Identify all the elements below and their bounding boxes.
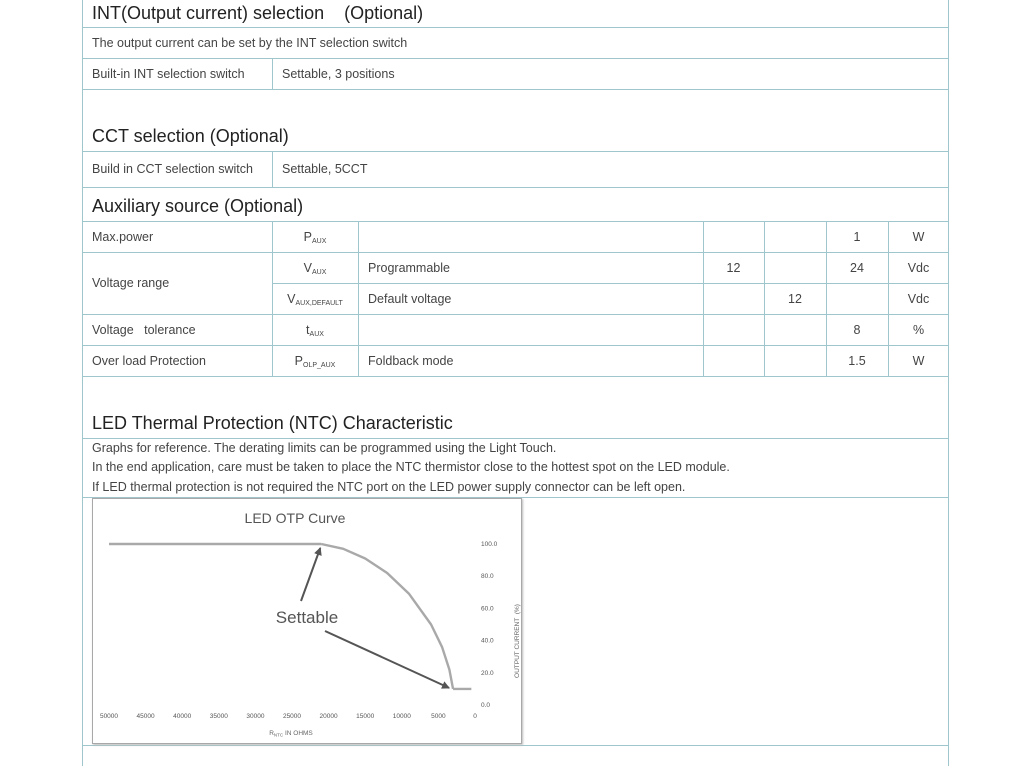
cct-row-label: Build in CCT selection switch (92, 162, 253, 176)
x-tick-label: 30000 (246, 713, 265, 720)
int-row-value: Settable, 3 positions (282, 67, 395, 81)
aux-unit: W (912, 354, 925, 368)
aux-condition: Foldback mode (368, 354, 454, 368)
aux-min: 12 (726, 261, 741, 275)
rule (82, 252, 949, 253)
x-tick-label: 50000 (99, 713, 119, 720)
aux-param: Voltage tolerance (92, 323, 196, 337)
rule (358, 221, 359, 376)
ntc-line: In the end application, care must be taken to place the NTC thermistor close to the hottest spot on the LED module. (92, 460, 730, 474)
aux-param: Over load Protection (92, 354, 206, 368)
rule (272, 283, 949, 284)
rule (82, 187, 949, 188)
aux-typ: 12 (788, 292, 802, 306)
aux-condition: Default voltage (368, 292, 452, 306)
rule (82, 745, 949, 746)
aux-symbol: $V_{AUX,DEFAULT}$ (287, 292, 343, 307)
otp-chart (92, 498, 522, 744)
cct-row-value: Settable, 5CCT (282, 162, 368, 176)
aux-param: Voltage range (92, 276, 170, 290)
x-tick-label: 25000 (282, 713, 302, 720)
aux-unit: Vdc (907, 292, 930, 306)
y-tick-label: 80.0 (481, 573, 494, 581)
chart-x-label-rest: IN OHMS (283, 730, 313, 737)
rule (82, 314, 949, 315)
aux-symbol: $P_{AUX}$ (303, 230, 327, 245)
aux-symbol: $V_{AUX}$ (303, 261, 327, 276)
x-tick-label: 10000 (392, 713, 411, 720)
y-tick-label: 60.0 (481, 605, 494, 613)
aux-unit: Vdc (907, 261, 930, 275)
y-tick-label: 0.0 (481, 702, 491, 709)
chart-y-label: OUTPUT CURRENT (%) (514, 604, 521, 678)
rule (82, 151, 949, 152)
y-tick-label: 100.0 (481, 541, 498, 548)
aux-max: 8 (853, 323, 861, 337)
aux-max: 1 (853, 230, 861, 244)
rule (82, 27, 949, 28)
series-line-derating (321, 544, 453, 689)
x-tick-label: 35000 (209, 713, 228, 720)
aux-unit: % (912, 323, 925, 337)
aux-section-title: Auxiliary source (Optional) (92, 196, 304, 216)
rule (82, 376, 949, 377)
rule (272, 151, 273, 187)
chart-x-label-sub: NTC (273, 732, 284, 738)
x-tick-label: 15000 (356, 713, 375, 720)
rule (82, 89, 949, 90)
x-tick-label: 40000 (173, 713, 192, 720)
y-tick-label: 40.0 (481, 637, 494, 645)
chart-x-label (269, 730, 313, 738)
y-tick-label: 20.0 (481, 669, 494, 677)
aux-max: 1.5 (848, 354, 866, 368)
annotation-arrow-floor (325, 631, 449, 688)
x-tick-label: 20000 (319, 713, 338, 720)
cct-section-title: CCT selection (Optional) (92, 126, 289, 146)
aux-condition: Programmable (368, 261, 450, 275)
rule (703, 221, 704, 376)
chart-title: LED OTP Curve (244, 510, 346, 526)
ntc-line: Graphs for reference. The derating limits can be programmed using the Light Touch. (92, 441, 557, 455)
x-tick-label: 5000 (431, 713, 446, 720)
aux-max: 24 (850, 261, 864, 275)
x-tick-label: 0 (473, 713, 477, 720)
int-row-label: Built-in INT selection switch (92, 67, 245, 81)
aux-symbol: $t_{AUX}$ (306, 323, 324, 338)
rule (82, 58, 949, 59)
rule (826, 221, 827, 376)
int-description: The output current can be set by the INT selection switch (92, 36, 408, 50)
x-tick-label: 45000 (136, 713, 155, 720)
rule (82, 221, 949, 222)
otp-chart-svg (93, 499, 521, 743)
chart-x-label-main: R (269, 730, 274, 737)
rule (82, 438, 949, 439)
ntc-section-title: LED Thermal Protection (NTC) Characteristic (92, 413, 453, 433)
chart-annotation: Settable (275, 608, 339, 627)
rule (82, 345, 949, 346)
aux-unit: W (912, 230, 925, 244)
rule (272, 58, 273, 89)
annotation-arrow-corner (301, 548, 320, 601)
aux-param: Max.power (92, 230, 154, 244)
int-section-title: INT(Output current) selection (Optional) (92, 3, 424, 23)
ntc-line: If LED thermal protection is not required the NTC port on the LED power supply connector can be left open. (92, 480, 686, 494)
aux-symbol: $P_{OLP\_AUX}$ (294, 354, 336, 369)
